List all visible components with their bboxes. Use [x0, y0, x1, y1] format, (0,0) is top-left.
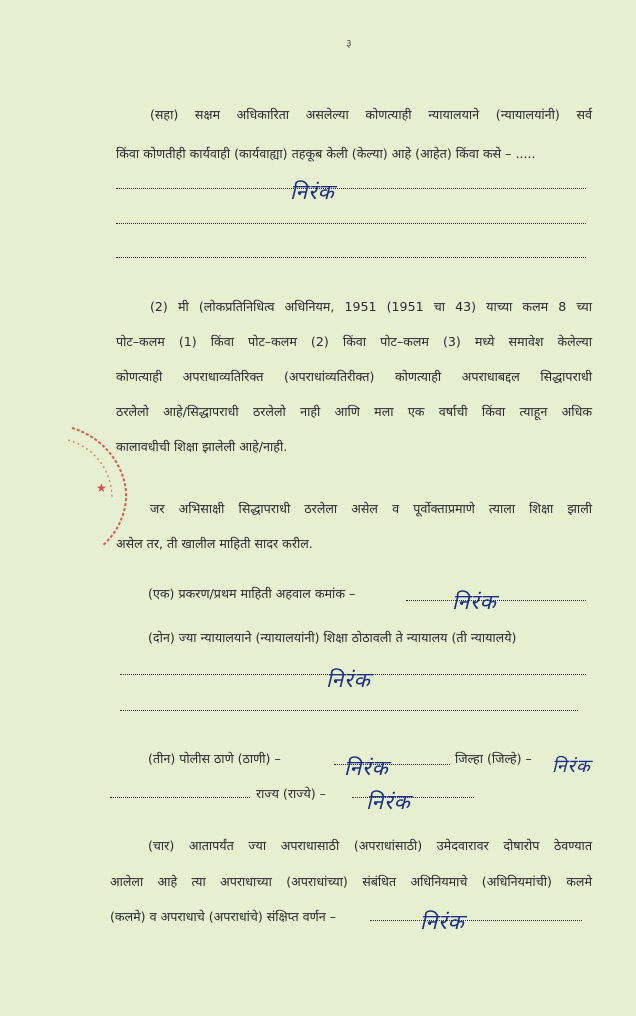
item-four-line-3: (कलमे) व अपराधाचे (अपराधांचे) संक्षिप्त वर्णन –	[110, 909, 337, 924]
para-six-line-2: किंवा कोणतीही कार्यवाही (कार्यवाह्या) तहकूब केली (केल्या) आहे (आहेत) किंवा कसे – .....	[116, 146, 536, 161]
para-six-line-1: (सहा) सक्षम अधिकारिता असलेल्या कोणत्याही न्यायालयाने (न्यायालयांनी) सर्व	[150, 107, 592, 122]
dotted-line	[370, 920, 582, 921]
para-two-line-3: कोणत्याही अपराधाव्यतिरिक्त (अपराधांव्यतिरीक्त) कोणत्याही अपराधाबद्दल सिद्धापराधी	[116, 369, 592, 384]
handwritten-nil-2: निरंक	[452, 590, 497, 614]
item-three-state-label: राज्य (राज्ये) –	[256, 786, 326, 801]
item-three-police-label: (तीन) पोलीस ठाणे (ठाणी) –	[148, 751, 281, 766]
handwritten-nil-3: निरंक	[326, 668, 371, 692]
item-two-label: (दोन) ज्या न्यायालयाने (न्यायालयांनी) शिक्षा ठोठावली ते न्यायालय (ती न्यायालये)	[148, 630, 517, 645]
handwritten-nil-6: निरंक	[366, 790, 411, 814]
dotted-line	[116, 223, 586, 224]
item-four-line-1: (चार) आतापर्यंत ज्या अपराधासाठी (अपराधांसाठी) उमेदवारावर दोषारोप ठेवण्यात	[148, 838, 592, 853]
handwritten-nil-4: निरंक	[344, 756, 389, 780]
para-two-line-1: (2) मी (लोकप्रतिनिधित्व अधिनियम, 1951 (1951 चा 43) याच्या कलम 8 च्या	[150, 299, 592, 314]
dotted-line	[116, 257, 586, 258]
item-four-line-2: आलेला आहे त्या अपराधाच्या (अपराधांच्या) संबंधित अधिनियमाचे (अधिनियमांची) कलमे	[110, 874, 592, 889]
page-number: ३	[346, 37, 352, 50]
item-one-label: (एक) प्रकरण/प्रथम माहिती अहवाल कमांक –	[148, 586, 356, 601]
para-two-line-4: ठरलेलो आहे/सिद्धापराधी ठरलेलो नाही आणि मला एक वर्षाची किंवा त्याहून अधिक	[116, 404, 592, 419]
dotted-line	[110, 797, 250, 798]
handwritten-nil-1: निरंक	[290, 180, 335, 204]
para-if-line-1: जर अभिसाक्षी सिद्धापराधी ठरलेला असेल व पूर्वोक्ताप्रमाणे त्याला शिक्षा झाली	[150, 501, 592, 516]
official-seal-stamp	[66, 420, 146, 550]
para-two-line-5: कालावधीची शिक्षा झालेली आहे/नाही.	[116, 439, 288, 454]
handwritten-nil-5: निरंक	[552, 756, 591, 777]
para-if-line-2: असेल तर, ती खालील माहिती सादर करील.	[116, 536, 313, 551]
handwritten-nil-7: निरंक	[420, 910, 465, 934]
para-two-line-2: पोट–कलम (1) किंवा पोट–कलम (2) किंवा पोट–कलम (3) मध्ये समावेश केलेल्या	[116, 334, 592, 349]
svg-text:★: ★	[96, 481, 107, 495]
item-three-district-label: जिल्हा (जिल्हे) –	[455, 751, 532, 766]
dotted-line	[120, 710, 578, 711]
dotted-line	[116, 188, 586, 189]
